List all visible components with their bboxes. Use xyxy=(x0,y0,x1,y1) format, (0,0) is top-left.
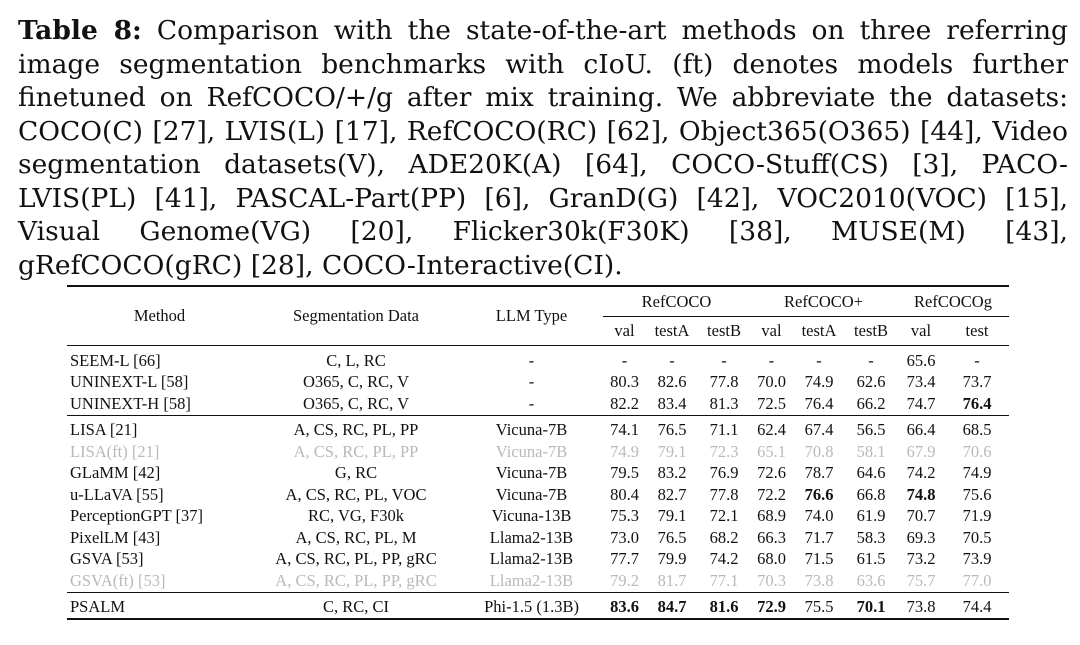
table-row xyxy=(67,570,1009,592)
score-cell: 77.0 xyxy=(962,570,992,590)
table-row xyxy=(67,506,1009,528)
segmentation-data-cell: A, CS, RC, PL, M xyxy=(295,527,417,547)
score-cell: 75.6 xyxy=(962,484,992,504)
header-segmentation-data: Segmentation Data xyxy=(252,286,460,346)
score-cell: 82.2 xyxy=(610,393,639,413)
score-cell: 66.4 xyxy=(897,415,945,441)
score-cell: 76.4 xyxy=(804,393,834,413)
llm-type-cell: - xyxy=(528,393,535,413)
llm-type-cell: Phi-1.5 (1.3B) xyxy=(460,592,603,619)
score-cell: 58.3 xyxy=(856,527,886,547)
score-cell: 66.3 xyxy=(757,527,786,547)
score-cell: 79.5 xyxy=(610,463,639,483)
score-cell: 83.2 xyxy=(657,463,687,483)
score-cell: 62.6 xyxy=(856,372,886,392)
score-cell: 71.1 xyxy=(698,415,750,441)
table-row xyxy=(67,441,1009,463)
method-cell: PerceptionGPT [37] xyxy=(70,506,204,526)
score-cell: 68.0 xyxy=(757,549,786,569)
score-cell: 73.2 xyxy=(906,549,936,569)
score-cell: 73.7 xyxy=(962,372,992,392)
score-cell: 63.6 xyxy=(856,570,886,590)
method-cell: u-LLaVA [55] xyxy=(70,484,164,504)
score-cell: 76.5 xyxy=(646,415,698,441)
score-cell: 79.2 xyxy=(610,570,639,590)
score-cell: 61.9 xyxy=(856,506,886,526)
score-cell: - xyxy=(793,346,845,372)
subheader: testA xyxy=(654,321,690,340)
score-cell: - xyxy=(750,346,793,372)
table-row xyxy=(67,372,1009,394)
score-cell: 56.5 xyxy=(845,415,897,441)
score-cell: 72.9 xyxy=(750,592,793,619)
score-cell: - xyxy=(646,346,698,372)
score-cell: 70.0 xyxy=(757,372,786,392)
score-cell: 66.2 xyxy=(856,393,886,413)
score-cell: 71.7 xyxy=(804,527,834,547)
table-row xyxy=(67,393,1009,415)
header-llm-type: LLM Type xyxy=(460,286,603,346)
table-row xyxy=(67,484,1009,506)
score-cell: 75.5 xyxy=(793,592,845,619)
segmentation-data-cell: O365, C, RC, V xyxy=(302,393,410,413)
llm-type-cell: Vicuna-13B xyxy=(491,506,572,526)
header-method: Method xyxy=(67,286,252,346)
table-caption xyxy=(18,14,1068,282)
score-cell: 68.9 xyxy=(757,506,786,526)
score-cell: 76.5 xyxy=(657,527,687,547)
subheader: testA xyxy=(801,321,837,340)
score-cell: 61.5 xyxy=(856,549,886,569)
score-cell: 74.9 xyxy=(804,372,834,392)
score-cell: 78.7 xyxy=(804,463,834,483)
score-cell: 75.3 xyxy=(610,506,639,526)
score-cell: 79.1 xyxy=(657,441,687,461)
score-cell: 70.5 xyxy=(962,527,992,547)
score-cell: 66.8 xyxy=(856,484,886,504)
segmentation-data-cell: A, CS, RC, PL, PP, gRC xyxy=(275,570,437,590)
score-cell: 76.6 xyxy=(804,484,834,504)
segmentation-data-cell: A, CS, RC, PL, PP, gRC xyxy=(275,549,437,569)
score-cell: 73.9 xyxy=(962,549,992,569)
score-cell: 72.5 xyxy=(757,393,786,413)
method-cell: PixelLM [43] xyxy=(70,527,161,547)
score-cell: 73.8 xyxy=(804,570,834,590)
llm-type-cell: Llama2-13B xyxy=(489,527,574,547)
score-cell: 81.7 xyxy=(657,570,687,590)
score-cell: 81.3 xyxy=(709,393,739,413)
score-cell: 74.9 xyxy=(962,463,992,483)
segmentation-data-cell: A, CS, RC, PL, PP xyxy=(293,441,419,461)
method-cell: GSVA [53] xyxy=(70,549,144,569)
score-cell: 70.7 xyxy=(906,506,936,526)
score-cell: 77.1 xyxy=(709,570,739,590)
score-cell: 80.3 xyxy=(610,372,639,392)
llm-type-cell: Vicuna-7B xyxy=(495,463,568,483)
score-cell: 82.7 xyxy=(657,484,687,504)
subheader: testB xyxy=(854,321,888,340)
score-cell: 74.9 xyxy=(610,441,639,461)
score-cell: - xyxy=(945,346,1009,372)
score-cell: 69.3 xyxy=(906,527,936,547)
score-cell: 65.6 xyxy=(897,346,945,372)
segmentation-data-cell: A, CS, RC, PL, VOC xyxy=(285,484,427,504)
score-cell: 65.1 xyxy=(757,441,786,461)
score-cell: 70.1 xyxy=(845,592,897,619)
score-cell: 58.1 xyxy=(856,441,886,461)
segmentation-data-cell: C, RC, CI xyxy=(252,592,460,619)
score-cell: 73.0 xyxy=(610,527,639,547)
llm-type-cell: Llama2-13B xyxy=(489,549,574,569)
segmentation-data-cell: G, RC xyxy=(334,463,378,483)
table-row xyxy=(67,549,1009,571)
subheader: val xyxy=(761,321,782,340)
score-cell: 70.3 xyxy=(757,570,786,590)
segmentation-data-cell: O365, C, RC, V xyxy=(302,372,410,392)
score-cell: 79.9 xyxy=(657,549,687,569)
table-label: Table 8: xyxy=(18,15,142,46)
subheader: val xyxy=(614,321,635,340)
score-cell: 83.4 xyxy=(657,393,687,413)
method-cell: UNINEXT-L [58] xyxy=(70,372,189,392)
score-cell: 68.2 xyxy=(709,527,739,547)
llm-type-cell: - xyxy=(460,346,603,372)
method-cell: PSALM xyxy=(67,592,252,619)
subheader: testB xyxy=(707,321,741,340)
subheader: test xyxy=(965,321,989,340)
score-cell: 82.6 xyxy=(657,372,687,392)
segmentation-data-cell: RC, VG, F30k xyxy=(308,506,404,526)
score-cell: 83.6 xyxy=(603,592,646,619)
llm-type-cell: Vicuna-7B xyxy=(495,441,568,461)
score-cell: 81.6 xyxy=(698,592,750,619)
score-cell: 68.5 xyxy=(945,415,1009,441)
table-row xyxy=(67,346,1009,372)
score-cell: 73.4 xyxy=(906,372,936,392)
llm-type-cell: Llama2-13B xyxy=(489,570,574,590)
method-cell: UNINEXT-H [58] xyxy=(70,393,191,413)
score-cell: 70.6 xyxy=(962,441,992,461)
header-refcoco: RefCOCO xyxy=(603,286,750,317)
score-cell: 77.7 xyxy=(610,549,639,569)
method-cell: GSVA(ft) [53] xyxy=(70,570,166,590)
score-cell: 62.4 xyxy=(750,415,793,441)
subheader: val xyxy=(910,321,932,340)
method-cell: LISA(ft) [21] xyxy=(70,441,160,461)
score-cell: 76.4 xyxy=(962,393,992,413)
score-cell: 74.1 xyxy=(603,415,646,441)
header-refcoco-plus: RefCOCO+ xyxy=(750,286,897,317)
table-row xyxy=(67,415,1009,441)
llm-type-cell: Vicuna-7B xyxy=(495,484,568,504)
score-cell: 72.2 xyxy=(757,484,786,504)
score-cell: 74.8 xyxy=(906,484,936,504)
method-cell: SEEM-L [66] xyxy=(67,346,252,372)
score-cell: - xyxy=(698,346,750,372)
score-cell: - xyxy=(603,346,646,372)
method-cell: GLaMM [42] xyxy=(70,463,161,483)
table-row xyxy=(67,592,1009,619)
score-cell: - xyxy=(845,346,897,372)
score-cell: 67.4 xyxy=(793,415,845,441)
score-cell: 77.8 xyxy=(709,484,739,504)
score-cell: 84.7 xyxy=(646,592,698,619)
score-cell: 74.4 xyxy=(945,592,1009,619)
results-table xyxy=(67,285,1009,620)
segmentation-data-cell: A, CS, RC, PL, PP xyxy=(252,415,460,441)
score-cell: 76.9 xyxy=(709,463,739,483)
score-cell: 73.8 xyxy=(897,592,945,619)
score-cell: 72.1 xyxy=(709,506,739,526)
score-cell: 74.2 xyxy=(709,549,739,569)
score-cell: 74.7 xyxy=(906,393,936,413)
score-cell: 71.9 xyxy=(962,506,992,526)
caption-text: Comparison with the state-of-the-art methods on three referring image segmentation benchmarks with cIoU. (ft) denotes models further finetuned on RefCOCO/+/g after mix training. We abbreviate the datasets: COCO(C) [27], LVIS(L) [17], RefCOCO(RC) [62], Object365(O365) [44], Video segmentation datasets(V), ADE20K(A) [64], COCO-Stuff(CS) [3], PACO-LVIS(PL) [41], PASCAL-Part(PP) [6], GranD(G) [42], VOC2010(VOC) [15], Visual Genome(VG) [20], Flicker30k(F30K) [38], MUSE(M) [43], gRefCOCO(gRC) [28], COCO-Interactive(CI). xyxy=(18,15,1068,281)
method-cell: LISA [21] xyxy=(67,415,252,441)
score-cell: 72.3 xyxy=(709,441,739,461)
table-row xyxy=(67,463,1009,485)
score-cell: 75.7 xyxy=(906,570,936,590)
llm-type-cell: Vicuna-7B xyxy=(460,415,603,441)
segmentation-data-cell: C, L, RC xyxy=(252,346,460,372)
score-cell: 67.9 xyxy=(906,441,936,461)
score-cell: 80.4 xyxy=(610,484,639,504)
score-cell: 74.2 xyxy=(906,463,936,483)
score-cell: 72.6 xyxy=(757,463,786,483)
score-cell: 71.5 xyxy=(804,549,834,569)
score-cell: 77.8 xyxy=(709,372,739,392)
score-cell: 79.1 xyxy=(657,506,687,526)
header-refcocog: RefCOCOg xyxy=(897,286,1009,317)
score-cell: 70.8 xyxy=(804,441,834,461)
table-row xyxy=(67,527,1009,549)
score-cell: 74.0 xyxy=(804,506,834,526)
score-cell: 64.6 xyxy=(856,463,886,483)
llm-type-cell: - xyxy=(528,372,535,392)
